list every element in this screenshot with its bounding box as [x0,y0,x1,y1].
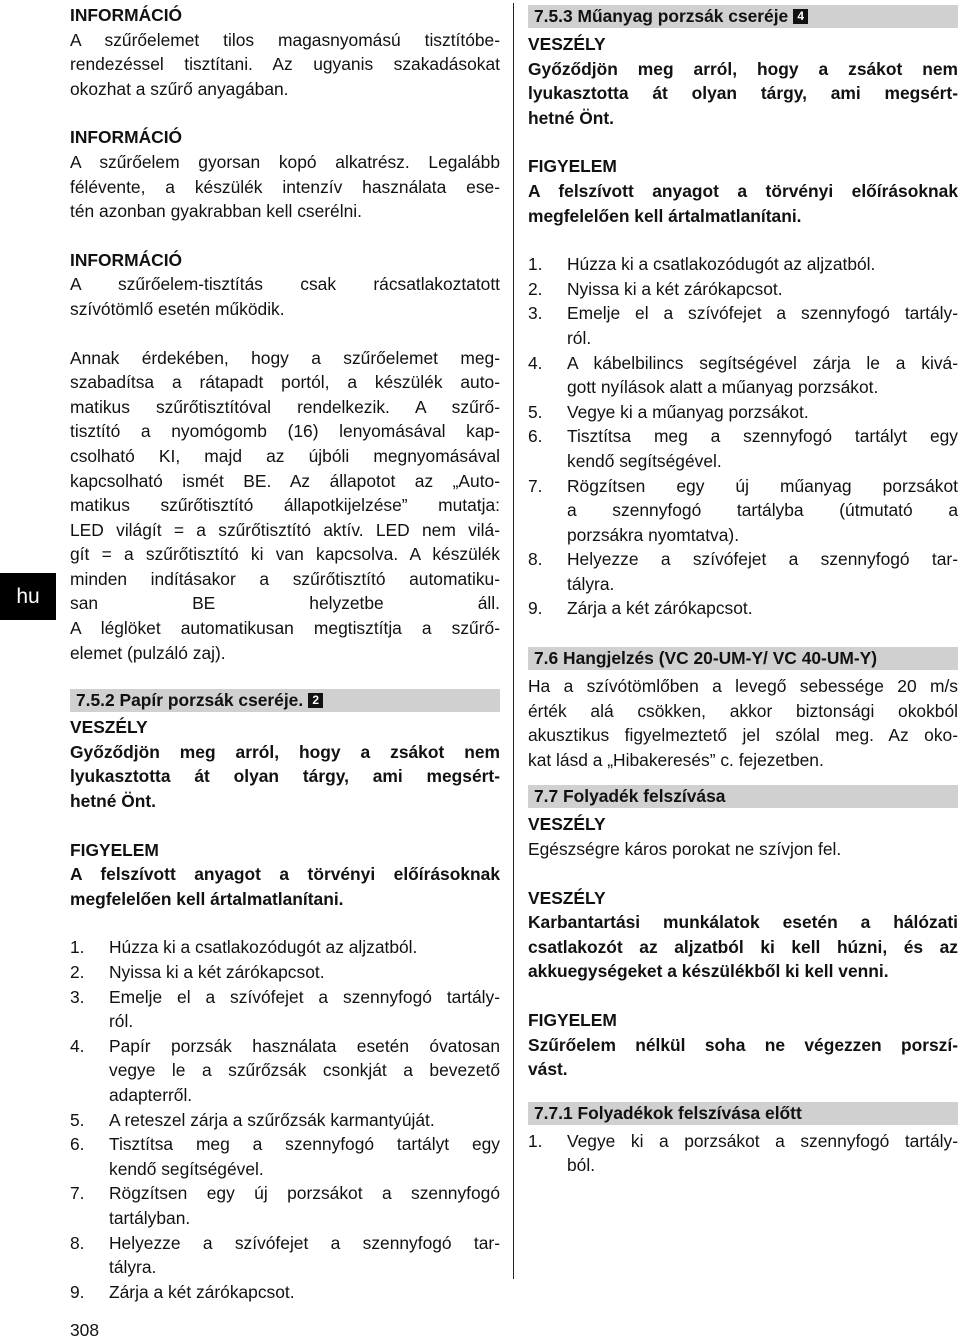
step-text-line: ról. [109,1011,134,1032]
acoustic-signal-paragraph [528,674,958,772]
section-title: 7.7.1 Folyadékok felszívása előtt [534,1102,802,1123]
step-number: 6. [528,426,543,447]
text-line: A felszívott anyagot a törvényi előírásoknak [70,864,500,885]
info-text [70,28,500,102]
text-line: megfelelően kell ártalmatlanítani. [528,205,802,226]
section-heading [528,1102,958,1125]
language-tab: hu [0,573,56,620]
text-line: A felszívott anyagot a törvényi előírásoknak [528,180,958,201]
step-item [528,277,958,302]
step-text-line: adapterről. [109,1084,193,1105]
text-line: vást. [528,1059,568,1080]
section-heading [70,689,500,712]
text-line: tisztító a nyomógomb (16) lenyomásával kap- [70,421,500,442]
text-line: Karbantartási munkálatok esetén a hálózati [528,912,958,933]
step-text-line: Nyissa ki a két zárókapcsot. [567,278,783,299]
danger-text [70,740,500,814]
text-line: tén azonban gyakrabban kell cserélni. [70,201,362,222]
step-text-line: Zárja a két zárókapcsot. [567,598,753,619]
danger-text [528,910,958,984]
text-line: A léglöket automatikusan megtisztítja a szűrő- [70,618,500,639]
step-number: 7. [528,475,543,496]
text-line: szívótömlő esetén működik. [70,298,285,319]
step-item [70,985,500,1034]
caution-text [528,179,958,228]
text-line: érték alá csökken, akkor biztonsági okokból [528,700,958,721]
step-text-line: porzsákra nyomtatva). [567,524,740,545]
step-number: 9. [70,1281,85,1302]
step-text-line: Vegye ki a porzsákot a szennyfogó tartály- [567,1130,958,1151]
info-label: INFORMÁCIÓ [70,249,183,270]
step-text-line: Helyezze a szívófejet a szennyfogó tar- [567,549,958,570]
text-line: rendezéssel tisztítani. Az ugyanis szakadásokat [70,54,500,75]
section-heading [528,647,958,670]
text-line: csolható KI, majd az újbóli megnyomásával [70,445,500,466]
info-label: INFORMÁCIÓ [70,127,183,148]
step-number: 7. [70,1183,85,1204]
text-line: lyukasztotta át olyan tárgy, ami megsért- [70,766,500,787]
info-text [70,272,500,321]
step-text-line: Tisztítsa meg a szennyfogó tartályt egy [567,426,958,447]
section-title: 7.5.3 Műanyag porzsák cseréje [534,6,789,26]
page-number: 308 [70,1320,100,1340]
text-line: csatlakozót az aljzatból ki kell húzni, és az [528,936,958,957]
step-number: 5. [528,401,543,422]
step-number: 3. [528,303,543,324]
text-line: matikus szűrőtisztítóval rendelkezik. A szűrő- [70,396,500,417]
figure-badge: 4 [793,9,808,24]
caution-text [528,1033,958,1082]
caution-label: FIGYELEM [528,156,617,177]
filter-cleaner-paragraph [70,346,500,666]
text-line: szabadítsa a rátapadt portól, a készülék auto- [70,372,500,393]
step-text-line: Helyezze a szívófejet a szennyfogó tar- [109,1232,500,1253]
step-item [528,351,958,400]
danger-label: VESZÉLY [528,887,606,908]
text-line: A szűrőelem gyorsan kopó alkatrész. Legalább [70,151,500,172]
step-number: 4. [70,1035,85,1056]
step-item [70,1132,500,1181]
steps-list [528,1129,958,1178]
text-line: Szűrőelem nélkül soha ne végezzen porszí- [528,1034,958,1055]
danger-label: VESZÉLY [528,34,606,54]
step-item [528,596,958,621]
step-text-line: vegye le a szűrőzsák csonkját a bevezető [109,1060,500,1081]
text-line: lyukasztotta át olyan tárgy, ami megsért- [528,83,958,104]
step-text-line: ról. [567,327,592,348]
step-item [528,474,958,548]
step-text-line: Tisztítsa meg a szennyfogó tartályt egy [109,1134,500,1155]
step-text-line: tályra. [567,573,615,594]
text-line: A szűrőelemet tilos magasnyomású tisztítóbe- [70,29,500,50]
step-item [528,252,958,277]
caution-label: FIGYELEM [70,839,159,860]
step-number: 2. [70,962,85,982]
text-line: megfelelően kell ártalmatlanítani. [70,888,344,909]
step-item [70,1231,500,1280]
text-line: okozhat a szűrő anyagában. [70,78,289,99]
step-text-line: tartályban. [109,1207,191,1228]
steps-list [528,252,958,621]
step-item [70,960,500,985]
left-column [70,0,500,1304]
step-text-line: A kábelbilincs segítségével zárja le a kivá- [567,352,958,373]
step-text-line: Nyissa ki a két zárókapcsot. [109,962,325,982]
text-line: gít = a szűrőtisztító ki van kapcsolva. A készülék [70,544,500,565]
danger-label: VESZÉLY [70,717,148,738]
step-number: 1. [70,937,85,958]
step-text-line: Papír porzsák használata esetén óvatosan [109,1035,500,1056]
right-column [528,0,958,1178]
text-line: Ha a szívótömlőben a levegő sebessége 20 m/s [528,676,958,697]
step-number: 5. [70,1109,85,1130]
text-line: san BE helyzetbe áll. [70,593,500,614]
section-heading [528,785,958,808]
text-line: minden indításakor a szűrőtisztító automatiku- [70,568,500,589]
section-title: 7.5.2 Papír porzsák cseréje. [76,690,304,711]
step-number: 1. [528,254,543,275]
step-item [70,935,500,960]
danger-label: VESZÉLY [528,814,606,835]
text-line: akusztikus figyelmeztető jel szólal meg. Az oko- [528,725,958,746]
step-text-line: kendő segítségével. [567,450,722,471]
step-text-line: Vegye ki a műanyag porzsákot. [567,401,809,422]
text-line: Annak érdekében, hogy a szűrőelemet meg- [70,347,500,368]
section-title: 7.7 Folyadék felszívása [534,786,726,807]
step-text-line: Húzza ki a csatlakozódugót az aljzatból. [567,254,876,275]
figure-badge: 2 [308,693,323,708]
caution-label: FIGYELEM [528,1010,617,1030]
step-number: 3. [70,986,85,1007]
step-text-line: Zárja a két zárókapcsot. [109,1281,295,1302]
column-divider [513,3,514,1279]
step-text-line: gott nyílások alatt a műanyag porzsákot. [567,377,879,398]
step-text-line: ból. [567,1155,596,1176]
danger-text [528,57,958,131]
step-item [70,1108,500,1133]
step-text-line: Húzza ki a csatlakozódugót az aljzatból. [109,937,418,958]
step-number: 1. [528,1130,543,1151]
step-text-line: Emelje el a szívófejet a szennyfogó tartály- [567,303,958,324]
step-number: 9. [528,598,543,619]
step-item [528,1129,958,1178]
step-item [70,1280,500,1305]
step-text-line: Emelje el a szívófejet a szennyfogó tartály- [109,986,500,1007]
step-number: 2. [528,278,543,299]
text-line: Győződjön meg arról, hogy a zsákot nem [70,741,500,762]
caution-text [70,862,500,911]
section-heading [528,5,958,28]
text-line: Egészségre káros porokat ne szívjon fel. [528,839,842,860]
step-item [528,301,958,350]
text-line: LED világít = a szűrőtisztító aktív. LED nem vilá- [70,519,500,540]
info-label: INFORMÁCIÓ [70,5,183,25]
step-item [70,1034,500,1108]
text-line: kapcsolható ismét BE. Az állapotot az „Auto- [70,470,500,491]
step-item [528,547,958,596]
step-number: 8. [528,549,543,570]
step-text-line: a szennyfogó tartályba (útmutató a [567,500,958,521]
step-number: 6. [70,1134,85,1155]
step-text-line: Rögzítsen egy új műanyag porzsákot [567,475,958,496]
steps-list [70,935,500,1304]
text-line: akkuegységeket a készülékből ki kell venni. [528,961,889,982]
text-line: kat lásd a „Hibakeresés” c. fejezetben. [528,749,824,770]
section-title: 7.6 Hangjelzés (VC 20-UM-Y/ VC 40-UM-Y) [534,648,878,669]
step-number: 4. [528,352,543,373]
text-line: félévente, a készülék intenzív használata ese- [70,176,500,197]
text-line: elemet (pulzáló zaj). [70,642,226,663]
text-line: hetné Önt. [528,107,614,128]
step-text-line: A reteszel zárja a szűrőzsák karmantyúját. [109,1109,435,1130]
step-text-line: Rögzítsen egy új porzsákot a szennyfogó [109,1183,500,1204]
text-line: matikus szűrőtisztító állapotkijelzése” mutatja: [70,495,500,516]
step-item [528,424,958,473]
step-item [528,400,958,425]
info-text [70,150,500,224]
step-item [70,1181,500,1230]
step-text-line: kendő segítségével. [109,1158,264,1179]
text-line: hetné Önt. [70,791,156,812]
text-line: A szűrőelem-tisztítás csak rácsatlakoztatott [70,274,500,295]
danger-text [528,837,958,862]
step-number: 8. [70,1232,85,1253]
step-text-line: tályra. [109,1257,157,1278]
text-line: Győződjön meg arról, hogy a zsákot nem [528,58,958,79]
